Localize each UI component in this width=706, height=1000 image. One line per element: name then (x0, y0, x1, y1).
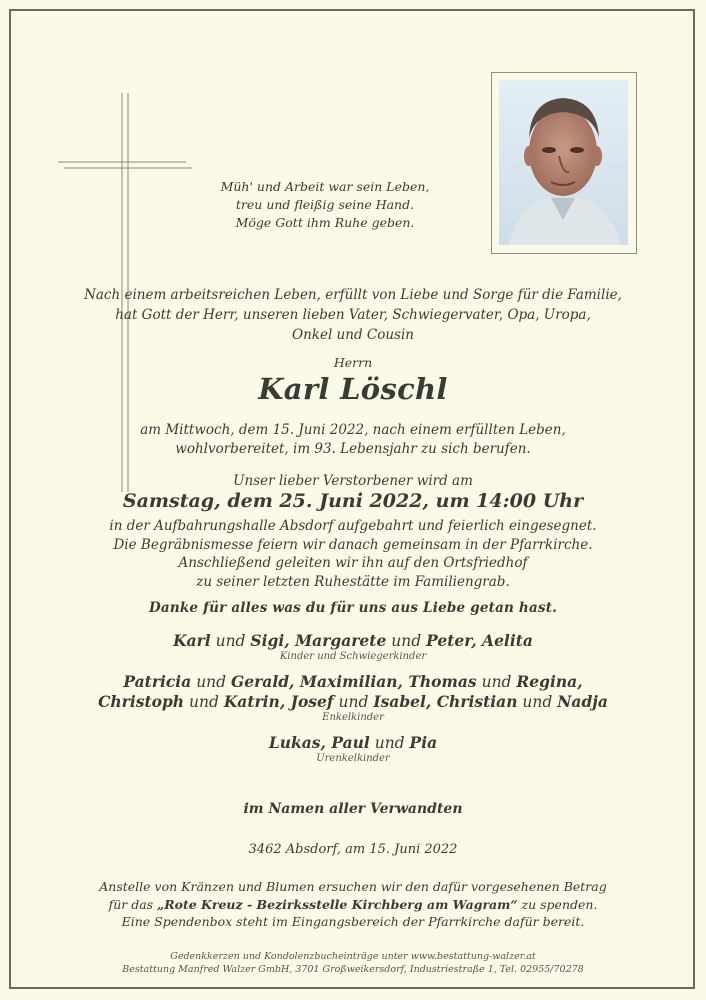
deceased-name: Karl Löschl (258, 372, 448, 406)
children-caption: Kinder und Schwiegerkinder (279, 651, 427, 662)
portrait-frame (491, 72, 637, 254)
footer (0, 950, 706, 976)
grandchildren-names (0, 672, 706, 712)
death-line: wohlvorbereitet, im 93. Lebensjahr zu sich berufen. (175, 441, 531, 457)
thanks-message: Danke für alles was du für uns aus Liebe getan hast. (148, 600, 558, 616)
intro-line: Nach einem arbeitsreichen Leben, erfüllt von Liebe und Sorge für die Familie, (84, 287, 622, 303)
family-name: Nadja (557, 692, 608, 711)
closing-signature: im Namen aller Verwandten (243, 801, 463, 817)
conjunction: und (374, 734, 405, 752)
funeral-line: in der Aufbahrungshalle Absdorf aufgebahrt und feierlich eingesegnet. (109, 518, 597, 534)
conjunction: und (196, 673, 227, 691)
family-name: Pia (409, 733, 438, 752)
place-date: 3462 Absdorf, am 15. Juni 2022 (248, 842, 458, 857)
poem-line: Möge Gott ihm Ruhe geben. (235, 215, 415, 230)
intro-line: Onkel und Cousin (292, 327, 414, 343)
greatgrandchildren-names (0, 733, 706, 752)
footer-line: Gedenkkerzen und Kondolenzbucheinträge unter www.bestattung-walzer.at (170, 951, 536, 962)
donation-line: Anstelle von Kränzen und Blumen ersuchen wir den dafür vorgesehenen Betrag (99, 879, 607, 894)
family-name: Patricia (123, 672, 192, 691)
family-name: Katrin, Josef (223, 692, 334, 711)
donation-line (0, 896, 706, 914)
donation-text: zu spenden. (517, 896, 598, 912)
portrait-photo (499, 80, 628, 245)
family-name: Peter, Aelita (426, 631, 533, 650)
footer-line: Bestattung Manfred Walzer GmbH, 3701 Großweikersdorf, Industriestraße 1, Tel. 02955/70278 (122, 964, 584, 975)
conjunction: und (189, 693, 219, 711)
conjunction: und (215, 632, 246, 650)
intro-line: hat Gott der Herr, unseren lieben Vater, Schwiegervater, Opa, Uropa, (115, 307, 591, 323)
intro-text (0, 285, 706, 345)
funeral-notice: Unser lieber Verstorbener wird am (233, 473, 473, 489)
poem-line: treu und fleißig seine Hand. (235, 197, 415, 212)
funeral-datetime: Samstag, dem 25. Juni 2022, um 14:00 Uhr (122, 490, 584, 512)
poem (175, 178, 475, 232)
death-statement (0, 421, 706, 459)
conjunction: und (522, 693, 553, 711)
donation-line: Eine Spendenbox steht im Eingangsbereich der Pfarrkirche dafür bereit. (121, 914, 585, 929)
family-name: Regina, (516, 672, 583, 691)
conjunction: und (338, 693, 369, 711)
children-names (0, 631, 706, 650)
donation-request (0, 878, 706, 931)
grandchildren-line (0, 692, 706, 712)
grandchildren-line (0, 672, 706, 692)
family-name: Christoph (98, 692, 185, 711)
funeral-line: Anschließend geleiten wir ihn auf den Ortsfriedhof (178, 555, 528, 571)
family-name: Lukas, Paul (268, 733, 370, 752)
death-line: am Mittwoch, dem 15. Juni 2022, nach einem erfüllten Leben, (140, 422, 566, 438)
family-name: Isabel, Christian (373, 692, 518, 711)
family-name: Karl (173, 631, 211, 650)
family-name: Sigi, Margarete (250, 631, 387, 650)
greatgrandchildren-caption: Urenkelkinder (316, 753, 390, 764)
funeral-details (0, 517, 706, 591)
poem-line: Müh' und Arbeit war sein Leben, (220, 179, 430, 194)
conjunction: und (391, 632, 422, 650)
grandchildren-caption: Enkelkinder (322, 712, 384, 723)
donation-text: für das (108, 896, 158, 912)
salutation: Herrn (333, 355, 373, 370)
conjunction: und (481, 673, 512, 691)
funeral-line: Die Begräbnismesse feiern wir danach gemeinsam in der Pfarrkirche. (113, 536, 593, 553)
charity-name: „Rote Kreuz - Bezirksstelle Kirchberg am Wagram“ (157, 896, 518, 912)
family-name: Gerald, Maximilian, Thomas (231, 672, 477, 691)
funeral-line: zu seiner letzten Ruhestätte im Familiengrab. (196, 573, 510, 590)
